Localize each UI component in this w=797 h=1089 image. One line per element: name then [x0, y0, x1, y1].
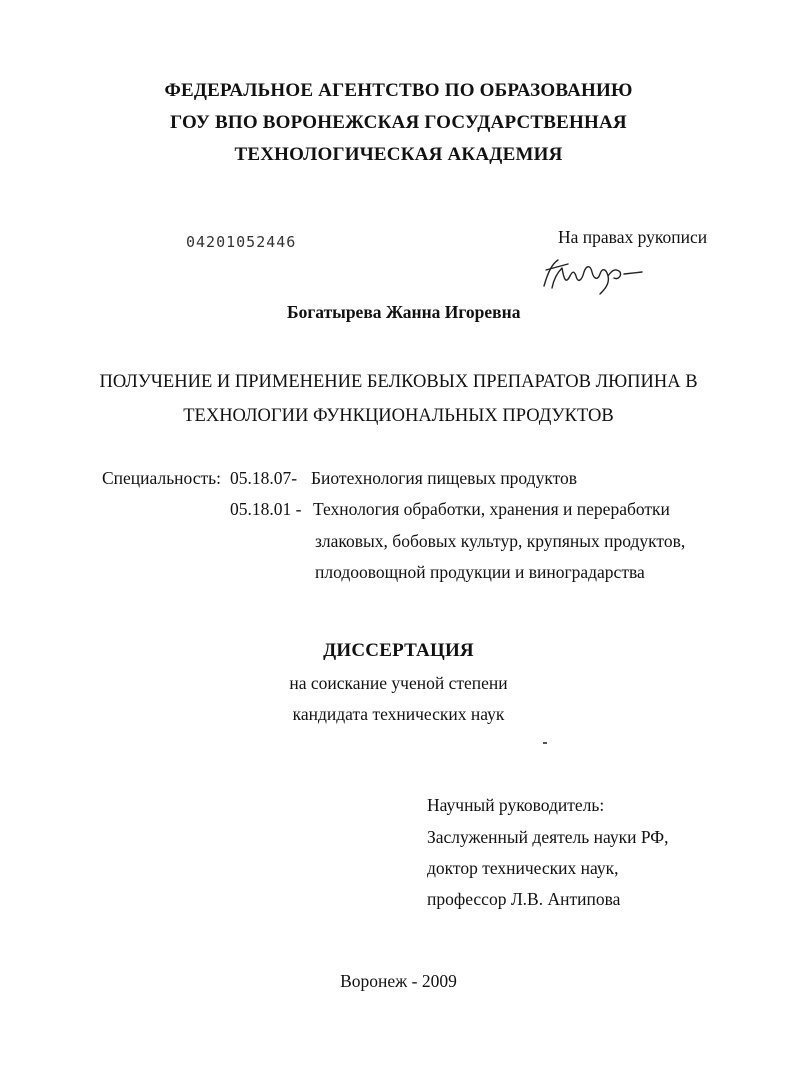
specialty-name-2-line-3: плодоовощной продукции и виноградарства	[315, 562, 645, 582]
specialty-name-1: Биотехнология пищевых продуктов	[311, 468, 578, 488]
specialty-label: Специальность:	[102, 468, 221, 488]
header-agency: ФЕДЕРАЛЬНОЕ АГЕНТСТВО ПО ОБРАЗОВАНИЮ	[164, 80, 633, 101]
dissertation-title-line-1: ПОЛУЧЕНИЕ И ПРИМЕНЕНИЕ БЕЛКОВЫХ ПРЕПАРАТОВ ЛЮПИНА В	[99, 372, 698, 392]
supervisor-name: профессор Л.В. Антипова	[427, 889, 621, 909]
specialty-code-1: 05.18.07-	[230, 468, 298, 488]
supervisor-title-1: Заслуженный деятель науки РФ,	[427, 827, 669, 847]
library-stamp-number: 04201052446	[186, 233, 297, 251]
author-name: Богатырева Жанна Игоревна	[287, 302, 521, 322]
header-academy: ТЕХНОЛОГИЧЕСКАЯ АКАДЕМИЯ	[234, 144, 563, 165]
specialty-name-2-line-1: Технология обработки, хранения и переработки	[313, 499, 670, 519]
degree-line-1: на соискание ученой степени	[289, 673, 508, 693]
dissertation-title-line-2: ТЕХНОЛОГИИ ФУНКЦИОНАЛЬНЫХ ПРОДУКТОВ	[183, 406, 614, 426]
rights-note: На правах рукописи	[558, 227, 708, 247]
signature	[538, 250, 648, 298]
city-year: Воронеж - 2009	[340, 971, 457, 991]
specialty-code-2: 05.18.01 -	[230, 499, 302, 519]
supervisor-label: Научный руководитель:	[427, 795, 605, 815]
dissertation-heading: ДИССЕРТАЦИЯ	[323, 640, 474, 661]
degree-line-2: кандидата технических наук	[292, 704, 505, 724]
header-institution: ГОУ ВПО ВОРОНЕЖСКАЯ ГОСУДАРСТВЕННАЯ	[170, 112, 627, 133]
scan-speck	[543, 742, 547, 744]
specialty-name-2-line-2: злаковых, бобовых культур, крупяных продуктов,	[315, 531, 686, 551]
supervisor-title-2: доктор технических наук,	[427, 858, 619, 878]
